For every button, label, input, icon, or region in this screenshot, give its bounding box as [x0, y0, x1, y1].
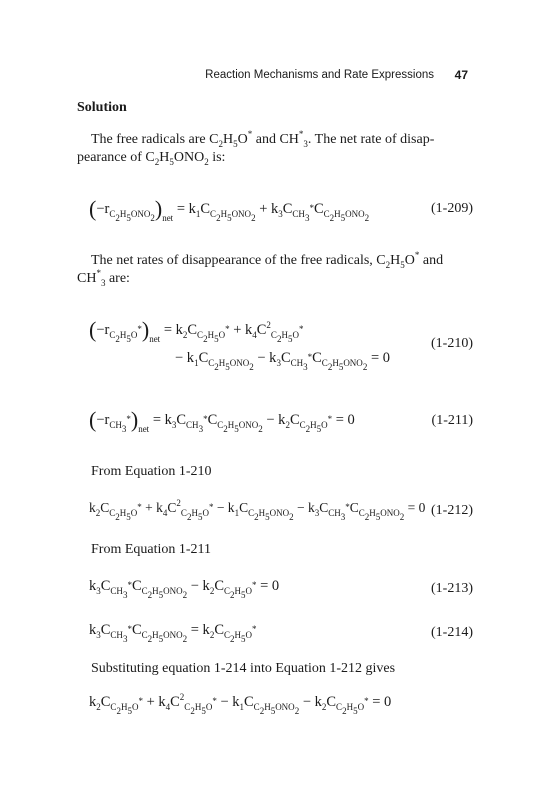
paragraph-free-radicals-cont: pearance of $C_2H_5ONO_2$ is: [77, 150, 226, 167]
page-number: 47 [454, 68, 468, 82]
equation-1-214: $k_3C_{CH_3^*}C_{C_2H_5ONO_2} = k_2C_{C_2H_5O^*}$ [89, 622, 257, 644]
section-heading: Solution [77, 100, 127, 115]
equation-number: (1-212) [431, 503, 473, 518]
equation-number: (1-210) [431, 336, 473, 351]
running-header [0, 69, 541, 87]
equation-1-210-line1: $(-r_{C_2H_5O^*})_{net} = k_2C_{C_2H_5O^*} + k_4C^2_{C_2H_5O^*}$ [89, 317, 304, 344]
equation-1-210-line2: − $k_1C_{C_2H_5ONO_2} - k_3C_{CH_3^*}C_{C_2H_5ONO_2} = 0$ [175, 350, 390, 372]
paragraph-net-rates: The net rates of disappearance of the free radicals, $C_2H_5O^*$ and [91, 250, 444, 270]
equation-number: (1-214) [431, 625, 473, 640]
equation-final: $k_2C_{C_2H_5O^*} + k_4C^2_{C_2H_5O^*} - k_1C_{C_2H_5ONO_2} - k_2C_{C_2H_5O^*} = 0$ [89, 692, 392, 716]
equation-1-212: $k_2C_{C_2H_5O^*} + k_4C^2_{C_2H_5O^*} - k_1C_{C_2H_5ONO_2} - k_3C_{CH_3^*}C_{C_2H_5ONO_2} = 0$ [89, 498, 426, 522]
text-from-equation-1-211: From Equation 1-211 [91, 542, 212, 557]
text-from-equation-1-210: From Equation 1-210 [91, 464, 212, 479]
equation-1-211: $(-r_{CH_3^*})_{net} = k_3C_{CH_3^*}C_{C_2H_5ONO_2} - k_2C_{C_2H_5O^*} = 0$ [89, 407, 355, 434]
equation-1-209: $(-r_{C_2H_5ONO_2})_{net} = k_1C_{C_2H_5ONO_2} + k_3C_{CH_3^*}C_{C_2H_5ONO_2}$ [89, 196, 370, 223]
equation-number: (1-213) [431, 581, 473, 596]
equation-number: (1-211) [431, 413, 473, 428]
equation-number: (1-209) [431, 201, 473, 216]
paragraph-net-rates-cont: $CH^*_3$ are: [77, 268, 130, 288]
text-substituting: Substituting equation 1-214 into Equation 1-212 gives [91, 661, 396, 676]
equation-1-213: $k_3C_{CH_3^*}C_{C_2H_5ONO_2} - k_2C_{C_2H_5O^*} = 0$ [89, 578, 280, 600]
paragraph-free-radicals: The free radicals are $C_2H_5O^*$ and $CH^*_3$. The net rate of disap- [91, 129, 435, 149]
running-header-title: Reaction Mechanisms and Rate Expressions [205, 69, 434, 81]
